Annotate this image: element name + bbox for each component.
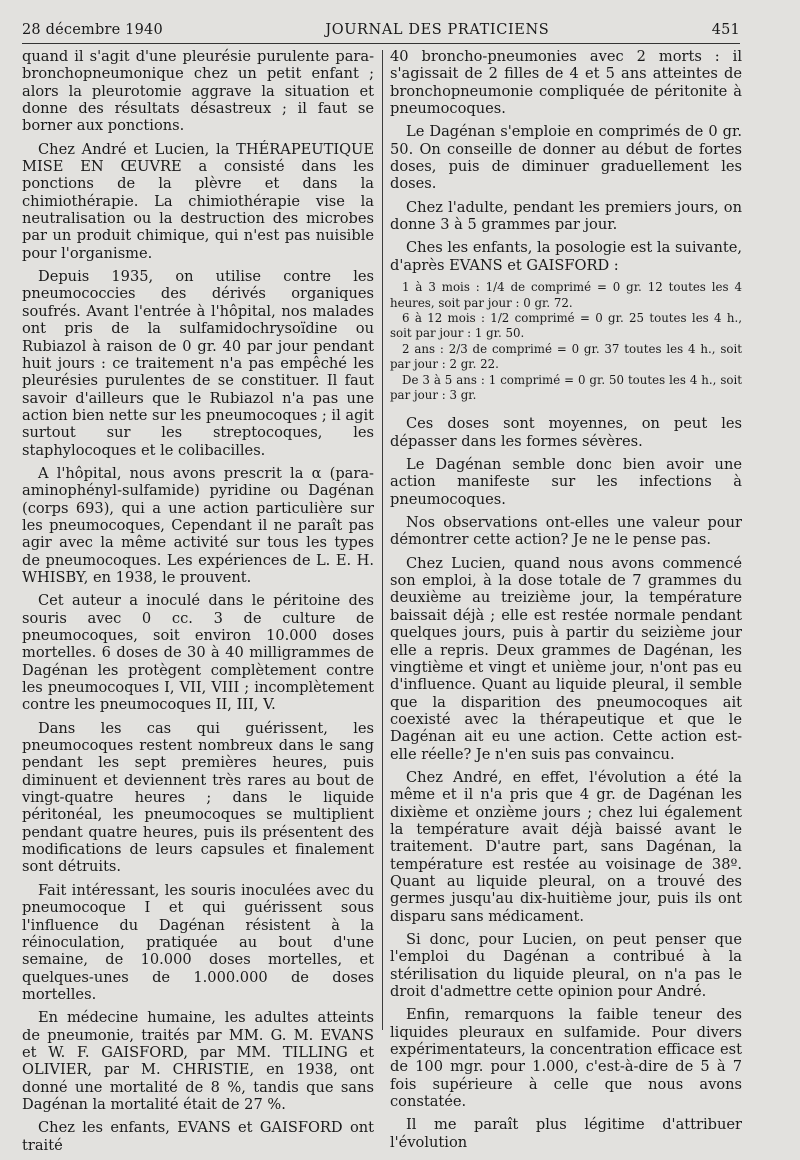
paragraph: Le Dagénan s'emploie en comprimés de 0 gr. 50. On conseille de donner au début de fortes doses, puis de diminuer graduellement les doses.: [390, 123, 742, 193]
paragraph: Il me paraît plus légitime d'attribuer l'évolution: [390, 1116, 742, 1151]
right-column: [390, 48, 742, 1157]
paragraph: Chez Lucien, quand nous avons commencé son emploi, à la dose totale de 7 grammes du deuxième au treizième jour, la température baissait déjà ; elle est restée normale pendant quelques jours, puis à partir du seizième jour elle a repris. Deux grammes de Dagénan, les vingtième et vingt et unième jour, n'ont pas eu d'influence. Quant au liquide pleural, il semble que la disparition des pneumocoques ait coexisté avec la thérapeutique et que le Dagénan ait eu une action. Cette action est-elle réelle? Je n'en suis pas convaincu.: [390, 554, 742, 763]
dosage-list: [390, 280, 742, 403]
paragraph: Cet auteur a inoculé dans le péritoine des souris avec 0 cc. 3 de culture de pneumocoques, soit environ 10.000 doses mortelles. 6 doses de 30 à 40 milligrammes de Dagénan les protègent complètement contre les pneumocoques I, VII, VIII ; incomplètement contre les pneumocoques II, III, V.: [22, 592, 374, 714]
paragraph: Depuis 1935, on utilise contre les pneumococcies des dérivés organiques soufrés. Avant l'entrée à l'hôpital, nos malades ont pris de la sulfamidochrysoïdine ou Rubiazol à raison de 0 gr. 40 par jour pendant huit jours : ce traitement n'a pas empêché les pleurésies purulentes de se constituer. Il faut savoir d'ailleurs que le Rubiazol n'a pas une action bien nette sur les pneumocoques ; il agit surtout sur les streptocoques, les staphylocoques et le colibacilles.: [22, 268, 374, 459]
paragraph: Dans les cas qui guérissent, les pneumocoques restent nombreux dans le sang pendant les sept premières heures, puis diminuent et deviennent très rares au bout de vingt-quatre heures ; dans le liquide péritonéal, les pneumocoques se multiplient pendant quatre heures, puis ils présentent des modifications de leurs capsules et finalement sont détruits.: [22, 719, 374, 876]
header-date: 28 décembre 1940: [22, 22, 163, 38]
running-header: [22, 22, 740, 38]
column-divider: [382, 50, 383, 1030]
paragraph: Fait intéressant, les souris inoculées avec du pneumocoque I et qui guérissent sous l'influence du Dagénan résistent à la réinoculation, pratiquée au bout d'une semaine, de 10.000 doses mortelles, et quelques-unes de 1.000.000 de doses mortelles.: [22, 881, 374, 1003]
paragraph: Ces doses sont moyennes, on peut les dépasser dans les formes sévères.: [390, 415, 742, 450]
paragraph: Enfin, remarquons la faible teneur des liquides pleuraux en sulfamide. Pour divers expérimentateurs, la concentration efficace est de 100 mgr. pour 1.000, c'est-à-dire de 5 à 7 fois supérieure à celle que nous avons constatée.: [390, 1006, 742, 1111]
paragraph: Chez l'adulte, pendant les premiers jours, on donne 3 à 5 grammes par jour.: [390, 198, 742, 234]
dosage-item: 6 à 12 mois : 1/2 comprimé = 0 gr. 25 toutes les 4 h., soit par jour : 1 gr. 50.: [390, 310, 742, 341]
paragraph: quand il s'agit d'une pleurésie purulente para-bronchopneumonique chez un petit enfant ; alors la pleurotomie aggrave la situation et donne des résultats désastreux ; il faut se borner aux ponctions.: [22, 48, 374, 135]
header-rule: [22, 43, 740, 44]
dosage-item: 1 à 3 mois : 1/4 de comprimé = 0 gr. 12 toutes les 4 heures, soit par jour : 0 gr. 72.: [390, 280, 742, 310]
journal-title: JOURNAL DES PRATICIENS: [325, 22, 550, 38]
paragraph: A l'hôpital, nous avons prescrit la α (para-aminophényl-sulfamide) pyridine ou Dagénan (corps 693), qui a une action particulière sur les pneumocoques, Cependant il ne paraît pas agir avec la même activité sur tous les types de pneumocoques. Les expériences de L. E. H. WHISBY, en 1938, le prouvent.: [22, 464, 374, 586]
dosage-item: De 3 à 5 ans : 1 comprimé = 0 gr. 50 toutes les 4 h., soit par jour : 3 gr.: [390, 372, 742, 402]
paragraph: Si donc, pour Lucien, on peut penser que l'emploi du Dagénan a contribué à la stérilisation du liquide pleural, on n'a pas le droit d'admettre cette opinion pour André.: [390, 931, 742, 1001]
paragraph: Chez les enfants, EVANS et GAISFORD ont traité: [22, 1119, 374, 1154]
paragraph: Ches les enfants, la posologie est la suivante, d'après EVANS et GAISFORD :: [390, 239, 742, 274]
paragraph: Chez André et Lucien, la THÉRAPEUTIQUE MISE EN ŒUVRE a consisté dans les ponctions de la plèvre et dans la chimiothérapie. La chimiothérapie vise la neutralisation ou la destruction des microbes par un produit chimique, qui n'est pas nuisible pour l'organisme.: [22, 140, 374, 262]
left-column: [22, 48, 374, 1160]
dosage-item: 2 ans : 2/3 de comprimé = 0 gr. 37 toutes les 4 h., soit par jour : 2 gr. 22.: [390, 341, 742, 372]
page-number: 451: [711, 22, 740, 38]
paragraph: Nos observations ont-elles une valeur pour démontrer cette action? Je ne le pense pas.: [390, 514, 742, 549]
paragraph: En médecine humaine, les adultes atteints de pneumonie, traités par MM. G. M. EVANS et W. F. GAISFORD, par MM. TILLING et OLIVIER, par M. CHRISTIE, en 1938, ont donné une mortalité de 8 %, tandis que sans Dagénan la mortalité était de 27 %.: [22, 1009, 374, 1113]
paragraph: Chez André, en effet, l'évolution a été la même et il n'a pris que 4 gr. de Dagénan les dixième et onzième jours ; chez lui également la température avait déjà baissé avant le traitement. D'autre part, sans Dagénan, la température est restée au voisinage de 38º. Quant au liquide pleural, on a trouvé des germes jusqu'au dix-huitième jour, puis ils ont disparu sans médicament.: [390, 768, 742, 925]
paragraph: Le Dagénan semble donc bien avoir une action manifeste sur les infections à pneumocoques.: [390, 456, 742, 508]
paragraph: 40 broncho-pneumonies avec 2 morts : il s'agissait de 2 filles de 4 et 5 ans atteintes de bronchopneumonie compliquée de péritonite à pneumocoques.: [390, 48, 742, 118]
